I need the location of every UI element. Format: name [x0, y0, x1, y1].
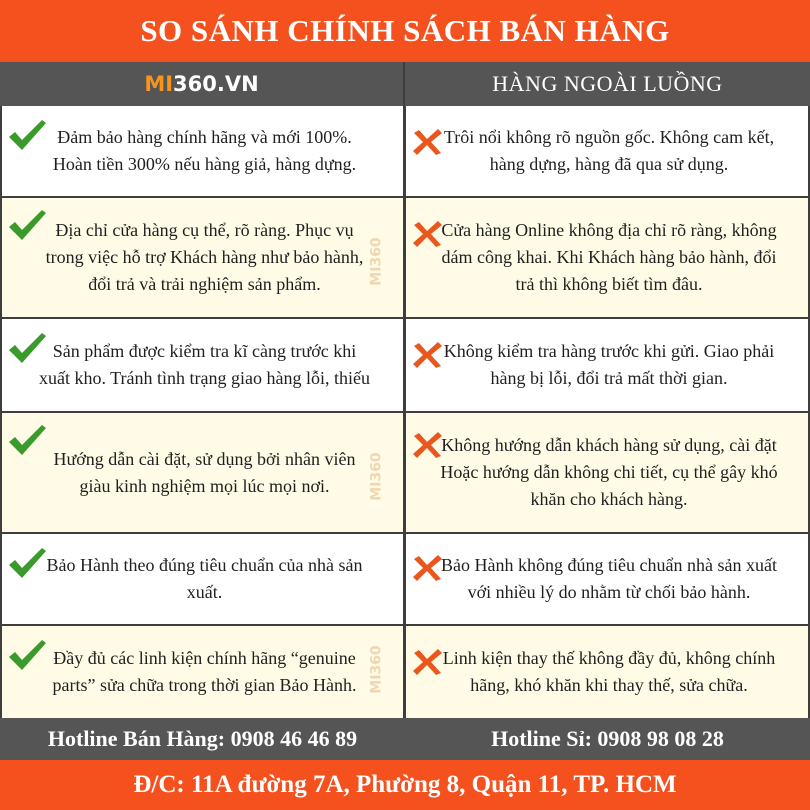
mi360-watermark: MI360 — [368, 237, 385, 286]
mi360-cell — [2, 319, 403, 411]
comparison-table — [0, 106, 810, 718]
mi360-cell — [2, 198, 403, 317]
table-row — [0, 198, 810, 319]
offchannel-text: Cửa hàng Online không địa chỉ rõ ràng, không dám công khai. Khi Khách hàng bảo hành, đổi trả thì không biết tìm đâu. — [441, 220, 777, 294]
cross-icon — [411, 431, 443, 467]
offchannel-text: Không hướng dẫn khách hàng sử dụng, cài đặt Hoặc hướng dẫn không chi tiết, cụ thể gây khó khăn cho khách hàng. — [440, 435, 778, 509]
sales-hotline[interactable]: Hotline Bán Hàng: 0908 46 46 89 — [47, 726, 358, 751]
check-icon — [7, 208, 47, 250]
offchannel-cell — [406, 413, 808, 532]
mi360-cell — [2, 534, 403, 624]
offchannel-text: Linh kiện thay thế không đầy đủ, không chính hãng, khó khăn khi thay thế, sửa chữa. — [442, 648, 776, 695]
hotline-bar — [0, 718, 810, 760]
check-icon — [7, 638, 47, 680]
offchannel-cell — [406, 198, 808, 317]
page-title: SO SÁNH CHÍNH SÁCH BÁN HÀNG — [0, 0, 810, 62]
table-row — [0, 413, 810, 534]
check-icon — [7, 331, 47, 373]
mi360-watermark: MI360 — [368, 645, 385, 694]
mi360-watermark: MI360 — [368, 452, 385, 501]
table-row — [0, 626, 810, 718]
cross-icon — [411, 648, 443, 684]
address-bar: Đ/C: 11A đường 7A, Phường 8, Quận 11, TP. HCM — [0, 760, 810, 810]
table-row — [0, 319, 810, 413]
header-mi360 — [0, 62, 405, 106]
cross-icon — [411, 220, 443, 256]
header-off-channel: HÀNG NGOÀI LUỒNG — [492, 71, 723, 96]
offchannel-cell — [406, 626, 808, 718]
offchannel-cell — [406, 534, 808, 624]
table-row — [0, 534, 810, 626]
brand-mi: MI — [144, 72, 174, 96]
mi360-cell — [2, 413, 403, 532]
offchannel-cell — [406, 319, 808, 411]
brand-domain: 360.VN — [173, 72, 259, 96]
check-icon — [7, 423, 47, 465]
mi360-cell — [2, 106, 403, 196]
mi360-cell — [2, 626, 403, 718]
check-icon — [7, 118, 47, 160]
offchannel-cell — [406, 106, 808, 196]
offchannel-text: Không kiểm tra hàng trước khi gửi. Giao phải hàng bị lỗi, đổi trả mất thời gian. — [443, 341, 775, 388]
column-headers — [0, 62, 810, 106]
wholesale-hotline[interactable]: Hotline Sỉ: 0908 98 08 28 — [491, 726, 724, 751]
cross-icon — [411, 128, 443, 164]
table-row — [0, 106, 810, 198]
check-icon — [7, 546, 47, 588]
mi360-text: Đảm bảo hàng chính hãng và mới 100%. Hoàn tiền 300% nếu hàng giả, hàng dựng. — [52, 127, 357, 174]
mi360-text: Bảo Hành theo đúng tiêu chuẩn của nhà sản xuất. — [46, 555, 363, 602]
mi360-text: Địa chỉ cửa hàng cụ thể, rõ ràng. Phục vụ trong việc hỗ trợ Khách hàng như bảo hành, đổi trả và trải nghiệm sản phẩm. — [45, 220, 364, 294]
cross-icon — [411, 341, 443, 377]
mi360-text: Đầy đủ các linh kiện chính hãng “genuine parts” sửa chữa trong thời gian Bảo Hành. — [52, 648, 357, 695]
offchannel-text: Bảo Hành không đúng tiêu chuẩn nhà sản xuất với nhiều lý do nhằm từ chối bảo hành. — [441, 555, 777, 602]
mi360-text: Sản phẩm được kiểm tra kĩ càng trước khi xuất kho. Tránh tình trạng giao hàng lỗi, thiếu — [39, 341, 370, 388]
offchannel-text: Trôi nổi không rõ nguồn gốc. Không cam kết, hàng dựng, hàng đã qua sử dụng. — [443, 127, 775, 174]
mi360-text: Hướng dẫn cài đặt, sử dụng bởi nhân viên giàu kinh nghiệm mọi lúc mọi nơi. — [53, 448, 356, 496]
cross-icon — [411, 554, 443, 590]
